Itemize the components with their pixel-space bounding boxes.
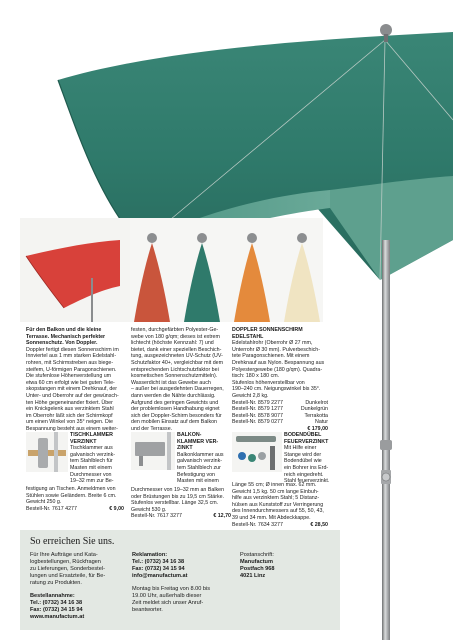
balcony-clamp-text <box>177 432 233 485</box>
order-number: Bestell-Nr. 8579 0277 <box>232 419 283 426</box>
closed-umbrella-red <box>134 233 170 322</box>
ground-dowel-text-full <box>232 482 328 528</box>
balcony-clamp-line: Masten mit einem <box>177 478 219 485</box>
table-clamp-line: Gewicht 250 g. <box>26 499 62 506</box>
ground-dowel-line: 39 und 34 mm. Mit Abdeckkappe. <box>232 514 311 521</box>
steel-price: € 179,00 <box>307 425 328 432</box>
balcony-clamp-title-2: KLAMMER VER- <box>177 438 219 445</box>
ground-dowel-photo <box>232 432 282 472</box>
fabric-line: – außer bei ausgedehnten Dauerregen, <box>131 386 224 393</box>
order-color: Natur <box>315 419 328 426</box>
contact-heading: So erreichen Sie uns. <box>30 536 115 547</box>
ground-dowel-line: des Innendurchmessers auf 55, 50, 43, <box>232 508 324 515</box>
balcony-heading-1: Für den Balkon und die kleine <box>26 327 102 333</box>
balcony-line: rohren, mit Schirmstreben aus biege- <box>26 359 114 366</box>
order-color: Dunkelrot <box>305 399 328 406</box>
ground-dowel-title-2: FEUERVERZINKT <box>284 438 329 445</box>
balcony-line: ein Knickgelenk aus verzinktem Stahl <box>26 406 114 413</box>
table-clamp-title-2: VERZINKT <box>70 438 97 445</box>
balcony-clamp-line: Durchmesser von 19–32 mm an Balken <box>131 487 225 493</box>
balcony-line: etwa 60 cm erfolgt wie bei guten Tele- <box>26 379 115 386</box>
fabric-line: lichtecht (höchste Kennzahl: 7) und <box>131 340 214 347</box>
fabric-text <box>131 327 231 433</box>
address-pobox: Postfach 968 <box>240 566 275 572</box>
address-company: Manufactum <box>240 559 273 565</box>
contact-line: logbestellungen, Rückfragen <box>30 559 101 565</box>
balcony-clamp-line: Balkonklammer aus <box>177 451 224 458</box>
balcony-clamp-line: Gewicht 530 g. <box>131 506 167 513</box>
steel-line: Edelstahlrohr (Oberrohr Ø 27 mm, <box>232 340 313 347</box>
contact-line: Für Ihre Aufträge und Kata- <box>30 552 98 558</box>
table-clamp-title-1: TISCHKLAMMER <box>70 432 113 438</box>
closed-umbrella-orange <box>234 233 270 322</box>
balcony-clamp-line: oder Brüstungen bis zu 19,5 cm Stärke. <box>131 493 225 500</box>
steel-line: Unterrohr Ø 30 mm). Pulverbeschich- <box>232 346 321 353</box>
order-number: Bestell-Nr. 7634 3277 <box>232 521 283 528</box>
order-row <box>232 522 328 529</box>
steel-line: 190–240 cm. Neigungswinkel bis 35°. <box>232 386 321 393</box>
ground-dowel-line: hülsen aus Kunststoff zur Verringerung <box>232 501 324 508</box>
steel-line: Gewicht 2,8 kg. <box>232 392 269 399</box>
complaints-email[interactable]: info@manufactum.at <box>132 573 188 579</box>
balcony-clamp-text-full <box>131 487 231 520</box>
balcony-heading-3: Sonnenschutz. Von Doppler. <box>26 340 98 347</box>
order-number: Bestell-Nr. 7617 3277 <box>131 513 182 520</box>
balcony-text <box>26 327 124 433</box>
table-clamp-line: galvanisch verzink- <box>70 451 116 458</box>
balcony-clamp-title-1: BALKON- <box>177 432 202 438</box>
steel-line: Drehknauf aus Nylon. Bespannung aus <box>232 359 325 366</box>
canopy-underside-right <box>330 176 453 280</box>
fabric-line: den mobilen Einsatz auf dem Balkon <box>131 419 217 426</box>
hours-line: 19.00 Uhr, außerhalb dieser <box>132 593 202 599</box>
order-row <box>232 400 328 407</box>
order-number: Bestell-Nr. 8579 2277 <box>232 399 283 406</box>
steel-title-2: EDELSTAHL <box>232 333 264 340</box>
contact-line: ratung zu Produkten. <box>30 580 82 586</box>
balcony-line: skopstangen mit einem Drehknauf, der <box>26 386 117 393</box>
table-clamp-text <box>70 432 124 485</box>
contact-line: lungen und Ersatzteile, für Be- <box>30 573 106 579</box>
balcony-clamp-title-3: ZINKT <box>177 445 193 452</box>
address-label: Postanschrift: <box>240 552 274 558</box>
fabric-line: tung, ausgezeichneten UV-Schutz (UV- <box>131 353 223 360</box>
steel-umbrella-text <box>232 327 328 433</box>
table-clamp-line: Stühlen sowie Geländern. Breite 6 cm. <box>26 492 117 499</box>
balcony-clamp-price: € 12,70 <box>213 513 231 520</box>
fabric-line: und der Terrasse. <box>131 425 173 432</box>
table-clamp-line: tem Stahlblech für <box>70 458 113 465</box>
table-clamp-line: Masten mit einem <box>70 464 112 471</box>
ground-dowel-price: € 28,50 <box>310 521 328 528</box>
fabric-line: Wasserdicht ist das Gewebe auch <box>131 379 211 386</box>
address-city: 4021 Linz <box>240 573 266 579</box>
balcony-clamp-line: Befestigung von <box>177 471 215 478</box>
fabric-line: der problemlosen Handhabung eignet <box>131 406 220 413</box>
contact-line: zu Lieferungen, Sonderbestel- <box>30 566 105 572</box>
ground-dowel-line: Mit Hilfe einer <box>284 445 317 452</box>
table-clamp-price: € 9,00 <box>109 505 124 512</box>
contact-address <box>240 552 335 580</box>
order-desk-title: Bestellannahme: <box>30 593 75 599</box>
closed-umbrella-green <box>184 233 220 322</box>
ground-dowel-line: Gewicht 1,5 kg. 50 cm lange Einbuh- <box>232 488 319 495</box>
fabric-line: kosmetischen Sonnenschutzmitteln). <box>131 373 218 380</box>
table-clamp-photo <box>26 432 68 472</box>
balcony-line: um einen Winkel von 35° neigen. Die <box>26 419 113 426</box>
hours-line: Montag bis Freitag von 8.00 bis <box>132 586 211 592</box>
table-clamp-line: Durchmesser von <box>70 471 112 478</box>
contact-orders <box>30 552 130 621</box>
balcony-line: Doppler fertigt diesen Sonnenschirm im <box>26 346 119 353</box>
balcony-line: Die stufenlose Höhenverstellung um <box>26 373 112 380</box>
balcony-clamp-photo <box>131 432 175 470</box>
ground-dowel-title-1: BODENDÜBEL <box>284 432 322 438</box>
balcony-clamp-line: galvanisch verzink- <box>177 458 223 465</box>
order-row <box>26 506 124 513</box>
order-number: Bestell-Nr. 7617 4277 <box>26 505 77 512</box>
balcony-line: Unter- und Oberrohr auf der gewünsch- <box>26 392 119 399</box>
ground-dowel-line: ein Bohrer ins Erd- <box>284 464 329 471</box>
complaints-fax: Fax: (0732) 34 15 94 <box>132 566 185 572</box>
steel-line: tete Paragonschienen. Mit einem <box>232 353 310 360</box>
ground-dowel-line: hilfe aus verzinktem Stahl; 5 Distanz- <box>232 495 320 502</box>
table-clamp-line: festigung an Tischen. Anmeldmen von <box>26 486 116 492</box>
red-umbrella-photo <box>20 218 130 322</box>
hours-line: beantworter. <box>132 607 163 613</box>
order-number: Bestell-Nr. 8579 1277 <box>232 406 283 413</box>
balcony-line: Bespannung besteht aus einem weiter- <box>26 425 118 432</box>
fabric-line: dann werden die Nähte durchlässig. <box>131 392 216 399</box>
ground-dowel-line: Bodendübel wie <box>284 458 322 465</box>
fabric-line: sich der Doppler-Schirm besonders für <box>131 412 222 419</box>
order-desk-fax: Fax: (0732) 34 15 94 <box>30 607 83 613</box>
balcony-clamp-line: Stufenlos verstellbar. Länge 32,5 cm. <box>131 500 219 507</box>
ground-dowel-line: reich eingedreht. <box>284 471 324 478</box>
complaints-title: Reklamation: <box>132 552 168 558</box>
fabric-line: bietet, dank einer speziellen Beschich- <box>131 346 222 353</box>
balcony-line: steifem, U-förmigen Paragonschienen. <box>26 366 117 373</box>
fabric-line: webe von 180 g/qm; dieses ist extrem <box>131 333 220 340</box>
table-clamp-text-full <box>26 486 124 512</box>
balcony-line: Innviertel aus 1 mm starken Edelstahl- <box>26 353 117 360</box>
ground-dowel-line: Stange wird der <box>284 451 322 458</box>
ground-dowel-line: Länge 55 cm; Ø innen max. 62 mm. <box>232 482 317 488</box>
order-row <box>131 513 231 520</box>
balcony-clamp-line: tem Stahlblech zur <box>177 464 221 471</box>
order-color: Terrakotta <box>304 412 328 419</box>
fabric-line: entsprechenden Lichtschutzfaktor bei <box>131 366 219 373</box>
fabric-line: Schutzfaktor 40+, vergleichbar mit dem <box>131 359 224 366</box>
hours-line: Zeit meldet sich unser Anruf- <box>132 600 204 606</box>
balcony-line: im Oberrohr läßt sich der Schirmkopf <box>26 412 113 419</box>
complaints-phone[interactable]: Tel.: (0732) 34 16 38 <box>132 559 185 565</box>
closed-umbrellas-photo <box>130 218 323 322</box>
balcony-line: ten Höhe gegeneinander fixiert. Über <box>26 399 113 406</box>
order-row <box>232 413 328 420</box>
steel-line: Polyestergewebe (180 g/qm). Quadra- <box>232 366 323 373</box>
steel-title-1: DOPPLER SONNENSCHIRM <box>232 327 303 333</box>
order-row <box>232 419 328 426</box>
table-clamp-line: Tischklammer aus <box>70 445 113 452</box>
table-clamp-line: 19–32 mm zur Be- <box>70 478 114 485</box>
closed-umbrella-natural <box>284 233 320 322</box>
order-row <box>232 406 328 413</box>
website-link[interactable]: www.manufactum.at <box>30 614 85 620</box>
ground-dowel-text <box>284 432 330 485</box>
order-number: Bestell-Nr. 8578 9077 <box>232 412 283 419</box>
steel-line: Stufenlos höhenverstellbar von <box>232 379 305 386</box>
steel-line: tisch: 180 x 180 cm. <box>232 373 280 380</box>
balcony-heading-2: Terrasse. Mechanisch perfekter <box>26 333 106 340</box>
fabric-line: festen, durchgefärbten Polyester-Ge- <box>131 327 219 333</box>
fabric-line: Aufgrund des geringen Gewichts und <box>131 399 219 406</box>
order-color: Dunkelgrün <box>300 406 328 413</box>
contact-complaints <box>132 552 237 614</box>
contact-panel <box>20 530 340 630</box>
red-canopy <box>26 240 120 308</box>
order-desk-phone[interactable]: Tel.: (0732) 34 16 38 <box>30 600 83 606</box>
ground-dowel-line: Stahl feuerverzinkt. <box>284 478 330 485</box>
